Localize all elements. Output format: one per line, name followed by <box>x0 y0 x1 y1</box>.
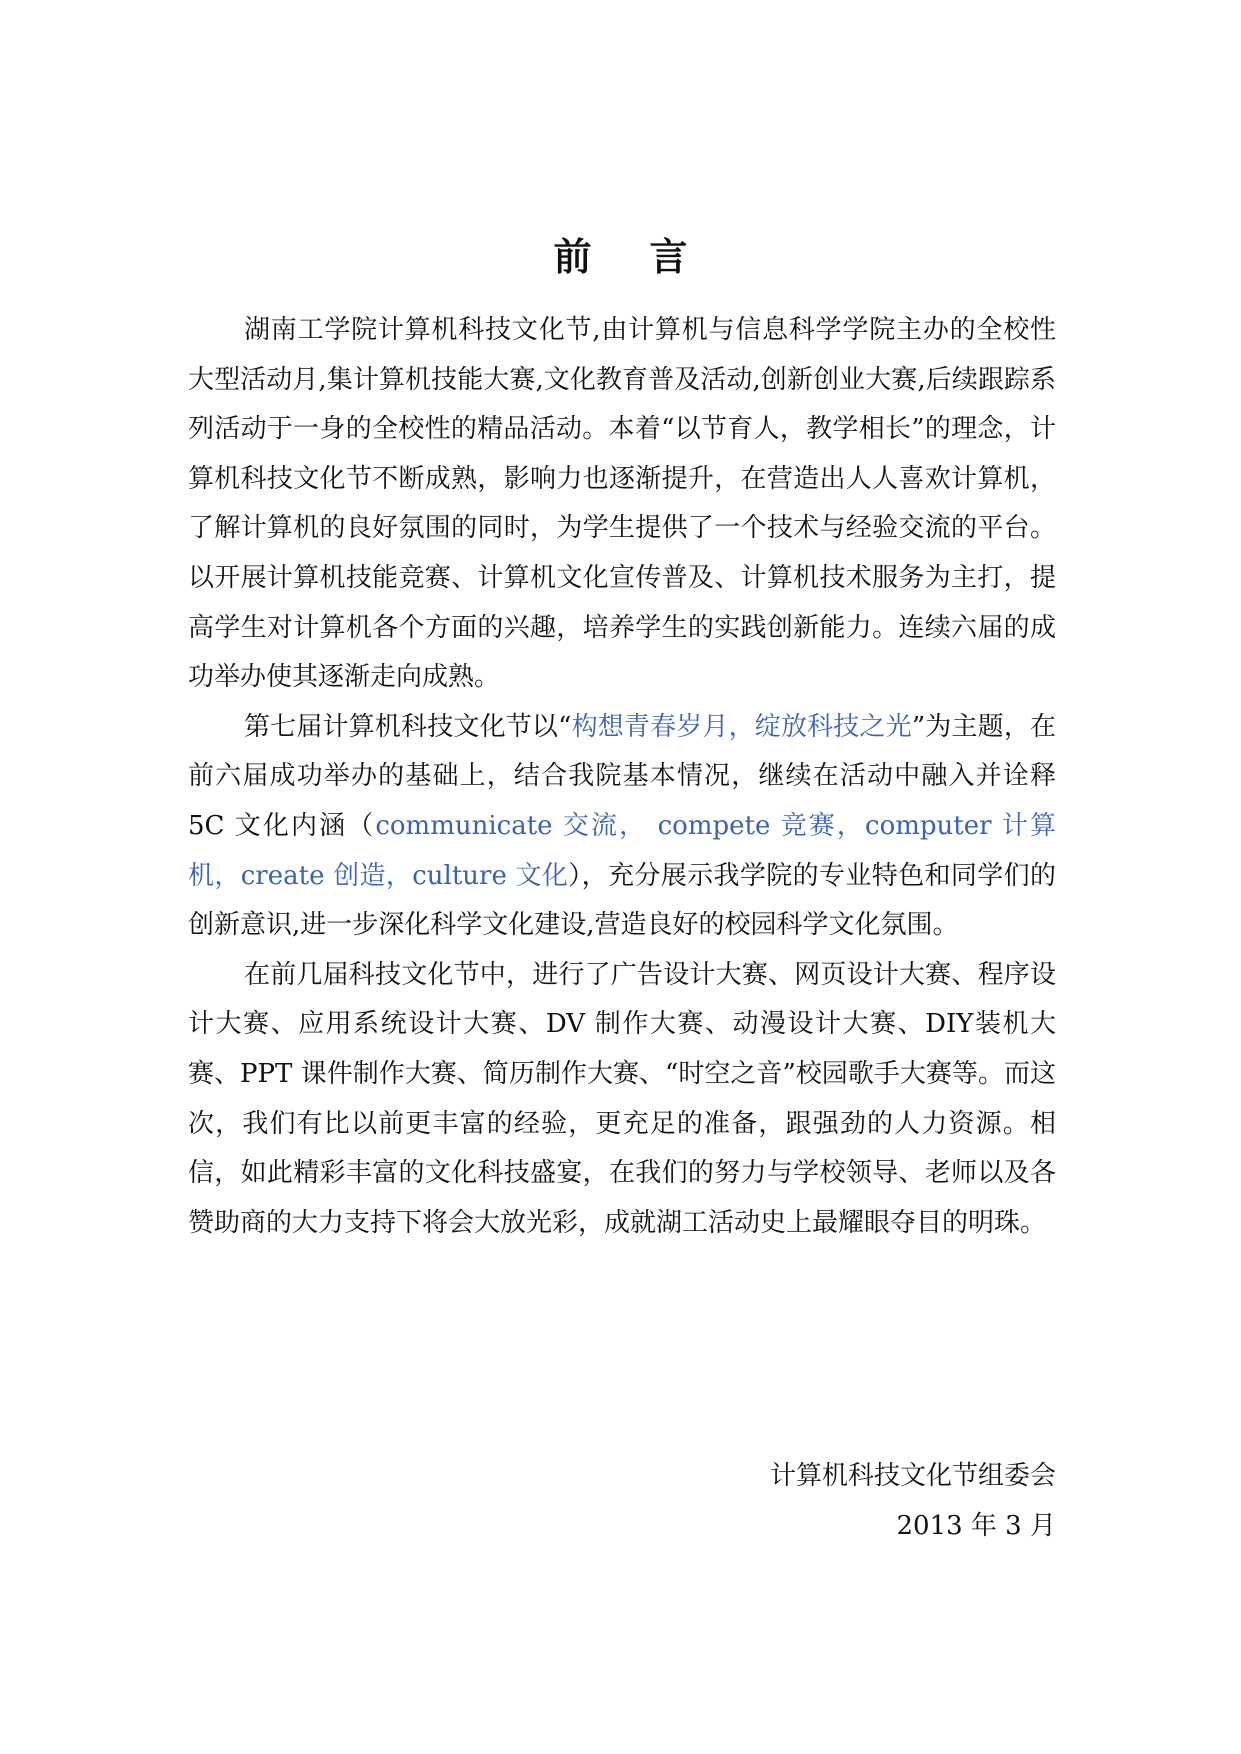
signature-block <box>188 1452 1056 1551</box>
culture-terms: communicate 交流， compete 竞赛，computer 计算机，create 创造，culture 文化 <box>188 810 1057 891</box>
theme-middle-text: ”为主题，在前六届成功举办的基础上，结合我院基本情况，继续在活动中融入并诠释 5C 文化内涵（ <box>188 711 1056 841</box>
body-text <box>188 306 1056 1248</box>
title-char-1: 前 <box>553 234 592 279</box>
paragraph-history: 在前几届科技文化节中，进行了广告设计大赛、网页设计大赛、程序设计大赛、应用系统设计大赛、DV 制作大赛、动漫设计大赛、DIY装机大赛、PPT 课件制作大赛、简历制作大赛、“时空之音”校园歌手大赛等。而这次，我们有比以前更丰富的经验，更充足的准备，跟强劲的人力资源。相信，如此精彩丰富的文化科技盛宴，在我们的努力与学校领导、老师以及各赞助商的大力支持下将会大放光彩，成就湖工活动史上最耀眼夺目的明珠。 <box>188 959 1056 1238</box>
theme-end-text: ），充分展示我学院的专业特色和同学们的创新意识,进一步深化科学文化建设,营造良好的校园科学文化氛围。 <box>188 860 1056 941</box>
paragraph-intro: 湖南工学院计算机科技文化节,由计算机与信息科学学院主办的全校性大型活动月,集计算机技能大赛,文化教育普及活动,创新创业大赛,后续跟踪系列活动于一身的全校性的精品活动。本着“以节育人，教学相长”的理念，计算机科技文化节不断成熟，影响力也逐渐提升，在营造出人人喜欢计算机，了解计算机的良好氛围的同时，为学生提供了一个技术与经验交流的平台。以开展计算机技能竞赛、计算机文化宣传普及、计算机技术服务为主打，提高学生对计算机各个方面的兴趣，培养学生的实践创新能力。连续六届的成功举办使其逐渐走向成熟。 <box>188 315 1056 693</box>
paragraph-theme <box>188 703 1056 951</box>
theme-lead-text: 第七届计算机科技文化节以“ <box>244 711 572 742</box>
theme-slogan: 构想青春岁月，绽放科技之光 <box>571 711 912 742</box>
signature-date: 2013 年 3 月 <box>896 1510 1056 1541</box>
signature-org: 计算机科技文化节组委会 <box>769 1461 1056 1491</box>
title-char-2: 言 <box>649 234 688 279</box>
page-title <box>0 230 1241 284</box>
